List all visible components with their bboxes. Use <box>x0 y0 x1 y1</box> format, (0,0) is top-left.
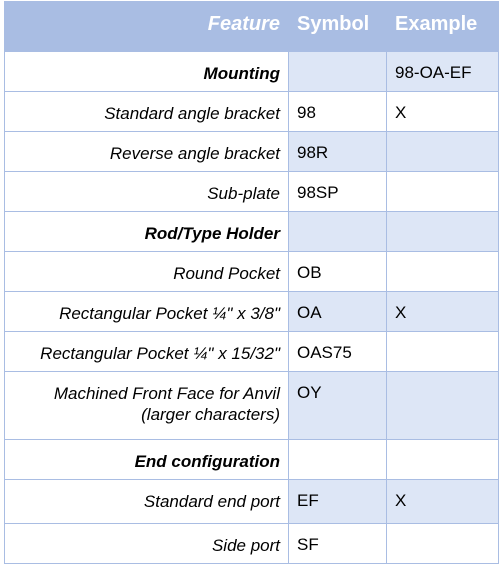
feature-cell: End configuration <box>5 440 289 480</box>
feature-cell: Round Pocket <box>5 252 289 292</box>
feature-cell: Reverse angle bracket <box>5 132 289 172</box>
feature-cell: Standard angle bracket <box>5 92 289 132</box>
example-cell <box>387 372 499 440</box>
header-feature: Feature <box>5 2 289 52</box>
example-cell: X <box>387 480 499 524</box>
feature-cell: Rectangular Pocket ¼" x 15/32" <box>5 332 289 372</box>
table-row <box>5 372 499 440</box>
example-cell: 98-OA-EF <box>387 52 499 92</box>
feature-cell: Sub-plate <box>5 172 289 212</box>
symbol-cell: 98SP <box>289 172 387 212</box>
table-row <box>5 52 499 92</box>
feature-table <box>4 1 499 564</box>
header-example: Example <box>387 2 499 52</box>
symbol-cell <box>289 212 387 252</box>
header-row <box>5 2 499 52</box>
feature-cell: Standard end port <box>5 480 289 524</box>
example-cell <box>387 332 499 372</box>
header-symbol: Symbol <box>289 2 387 52</box>
example-cell <box>387 172 499 212</box>
symbol-cell: OB <box>289 252 387 292</box>
symbol-cell: OY <box>289 372 387 440</box>
symbol-cell: 98R <box>289 132 387 172</box>
example-cell <box>387 440 499 480</box>
table-row <box>5 252 499 292</box>
feature-cell: Machined Front Face for Anvil (larger characters) <box>5 372 289 440</box>
symbol-cell <box>289 52 387 92</box>
table-row <box>5 292 499 332</box>
feature-cell: Rectangular Pocket ¼" x 3/8" <box>5 292 289 332</box>
example-cell: X <box>387 292 499 332</box>
table-row <box>5 172 499 212</box>
table-row <box>5 440 499 480</box>
feature-cell: Side port <box>5 524 289 564</box>
feature-cell: Mounting <box>5 52 289 92</box>
table-row <box>5 92 499 132</box>
symbol-cell <box>289 440 387 480</box>
example-cell: X <box>387 92 499 132</box>
symbol-cell: OA <box>289 292 387 332</box>
symbol-cell: OAS75 <box>289 332 387 372</box>
symbol-cell: 98 <box>289 92 387 132</box>
example-cell <box>387 212 499 252</box>
symbol-cell: SF <box>289 524 387 564</box>
table-row <box>5 332 499 372</box>
table-row <box>5 132 499 172</box>
table-row <box>5 212 499 252</box>
symbol-cell: EF <box>289 480 387 524</box>
feature-cell: Rod/Type Holder <box>5 212 289 252</box>
example-cell <box>387 132 499 172</box>
feature-table-container <box>4 1 498 564</box>
example-cell <box>387 524 499 564</box>
table-row <box>5 524 499 564</box>
table-row <box>5 480 499 524</box>
example-cell <box>387 252 499 292</box>
